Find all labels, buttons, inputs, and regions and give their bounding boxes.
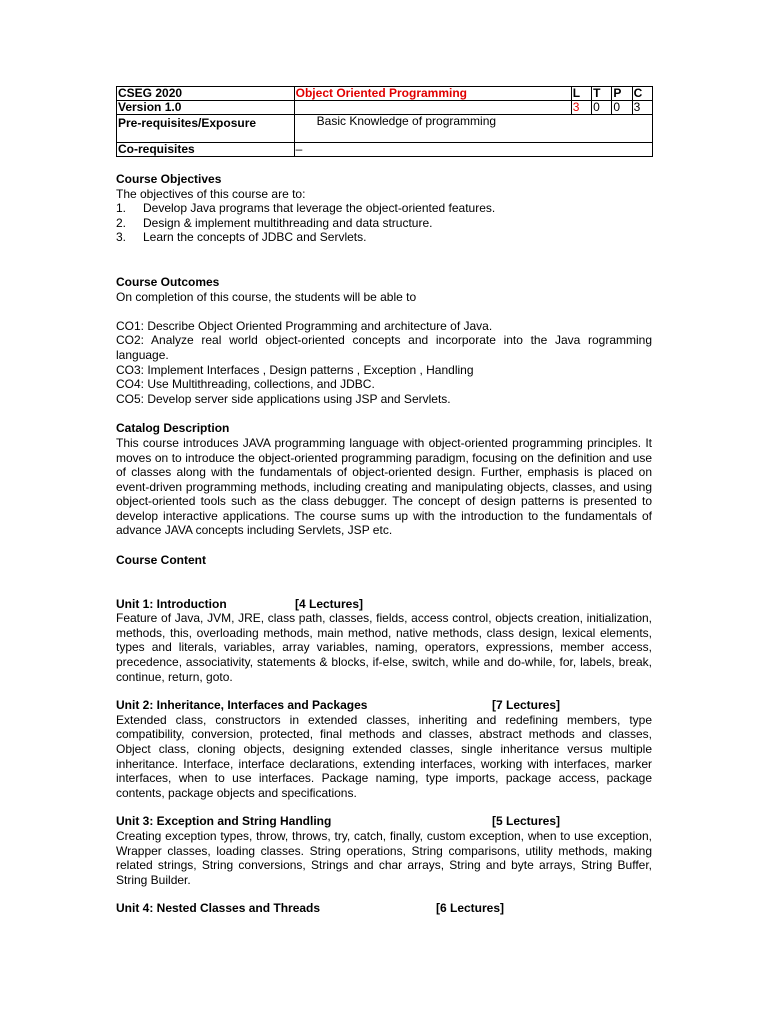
objectives-heading: Course Objectives — [116, 172, 222, 186]
ltpc-label-t: T — [592, 87, 612, 101]
syllabus-page — [116, 86, 652, 916]
list-item — [116, 216, 652, 231]
coreq-value: – — [294, 143, 652, 157]
unit-1 — [116, 597, 652, 685]
catalog-heading: Catalog Description — [116, 421, 230, 436]
list-text: Develop Java programs that leverage the object-oriented features. — [143, 201, 496, 216]
objectives-intro: The objectives of this course are to: — [116, 186, 306, 201]
unit-title: Unit 3: Exception and String Handling — [116, 814, 332, 829]
outcome-item: CO1: Describe Object Oriented Programming and architecture of Java. — [116, 318, 493, 333]
ltpc-label-l: L — [571, 87, 591, 101]
course-code: CSEG 2020 — [117, 87, 295, 101]
unit-lectures: [4 Lectures] — [295, 596, 364, 611]
catalog-section — [116, 421, 652, 538]
unit-lectures: [6 Lectures] — [436, 901, 505, 916]
outcomes-section — [116, 275, 652, 406]
list-item — [116, 201, 652, 216]
ltpc-value-l: 3 — [571, 101, 591, 115]
content-heading: Course Content — [116, 553, 206, 568]
course-header-table — [116, 86, 653, 157]
unit-heading — [116, 597, 652, 612]
content-section — [116, 553, 652, 916]
header-row-code — [117, 87, 653, 101]
header-row-prereq — [117, 115, 653, 143]
ltpc-label-c: C — [632, 87, 652, 101]
unit-heading — [116, 901, 652, 916]
catalog-text: This course introduces JAVA programming language with object-oriented programming principles. It moves on to introduce the object-oriented programming paradigm, focusing on the definition and use of classes along with the fundamentals of object-oriented design. Further, emphasis is placed on event-driven programming methods, including creating and manipulating objects, classes, and using object-oriented tools such as the class debugger. The concept of design patterns is presented to develop interactive applications. The course sums up with the introduction to the fundamentals of advance JAVA concepts including Servlets, JSP etc. — [116, 435, 652, 538]
unit-heading — [116, 814, 652, 829]
list-text: Design & implement multithreading and data structure. — [143, 215, 433, 230]
version-label: Version 1.0 — [117, 101, 295, 115]
outcomes-intro: On completion of this course, the students will be able to — [116, 289, 417, 304]
unit-lectures: [5 Lectures] — [492, 814, 561, 829]
unit-text: Feature of Java, JVM, JRE, class path, classes, fields, access control, objects creation, initialization, methods, this, overloading methods, main method, native methods, class design, lexical elements, types and literals, variables, array variables, naming, operators, expressions, member access, precedence, associativity, statements & blocks, if-else, switch, while and do-while, for, labels, break, continue, return, goto. — [116, 611, 652, 684]
ltpc-value-c: 3 — [632, 101, 652, 115]
unit-title: Unit 1: Introduction — [116, 596, 227, 611]
list-item — [116, 230, 652, 245]
unit-text: Creating exception types, throw, throws, try, catch, finally, custom exception, when to use exception, Wrapper classes, loading classes. String operations, String comparisons, utility methods, making related strings, String conversions, Strings and char arrays, String and byte arrays, String Buffer, String Builder. — [116, 828, 652, 887]
objectives-section — [116, 172, 652, 245]
unit-text: Extended class, constructors in extended classes, inheriting and redefining members, type compatibility, conversion, protected, final methods and classes, abstract methods and classes, Object class, cloning objects, designing extended classes, single inheritance versus multiple inheritance. Interface, interface declarations, extending interfaces, working with interfaces, marker interfaces, when to use interfaces. Package naming, type imports, package access, package contents, package objects and specifications. — [116, 712, 652, 800]
ltpc-label-p: P — [612, 87, 632, 101]
unit-lectures: [7 Lectures] — [492, 698, 561, 713]
list-text: Learn the concepts of JDBC and Servlets. — [143, 230, 367, 245]
unit-4 — [116, 901, 652, 916]
ltpc-value-p: 0 — [612, 101, 632, 115]
outcome-item: CO2: Analyze real world object-oriented concepts and incorporate into the Java rogramming language. — [116, 333, 652, 362]
unit-title: Unit 4: Nested Classes and Threads — [116, 901, 321, 916]
unit-title: Unit 2: Inheritance, Interfaces and Packages — [116, 698, 368, 713]
outcomes-heading: Course Outcomes — [116, 274, 220, 289]
unit-3 — [116, 814, 652, 887]
outcome-item: CO4: Use Multithreading, collections, and JDBC. — [116, 377, 375, 392]
objectives-list — [116, 201, 652, 245]
version-empty-cell — [294, 101, 571, 115]
unit-2 — [116, 698, 652, 800]
header-row-coreq — [117, 143, 653, 157]
unit-heading — [116, 698, 652, 713]
course-title: Object Oriented Programming — [294, 87, 571, 101]
outcome-item: CO5: Develop server side applications using JSP and Servlets. — [116, 391, 451, 406]
prereq-value: Basic Knowledge of programming — [294, 115, 652, 143]
list-number: 1. — [116, 201, 127, 216]
header-row-version — [117, 101, 653, 115]
list-number: 3. — [116, 230, 127, 245]
prereq-label: Pre-requisites/Exposure — [117, 115, 295, 143]
list-number: 2. — [116, 215, 127, 230]
coreq-label: Co-requisites — [117, 143, 295, 157]
outcome-item: CO3: Implement Interfaces , Design patterns , Exception , Handling — [116, 362, 474, 377]
ltpc-value-t: 0 — [592, 101, 612, 115]
